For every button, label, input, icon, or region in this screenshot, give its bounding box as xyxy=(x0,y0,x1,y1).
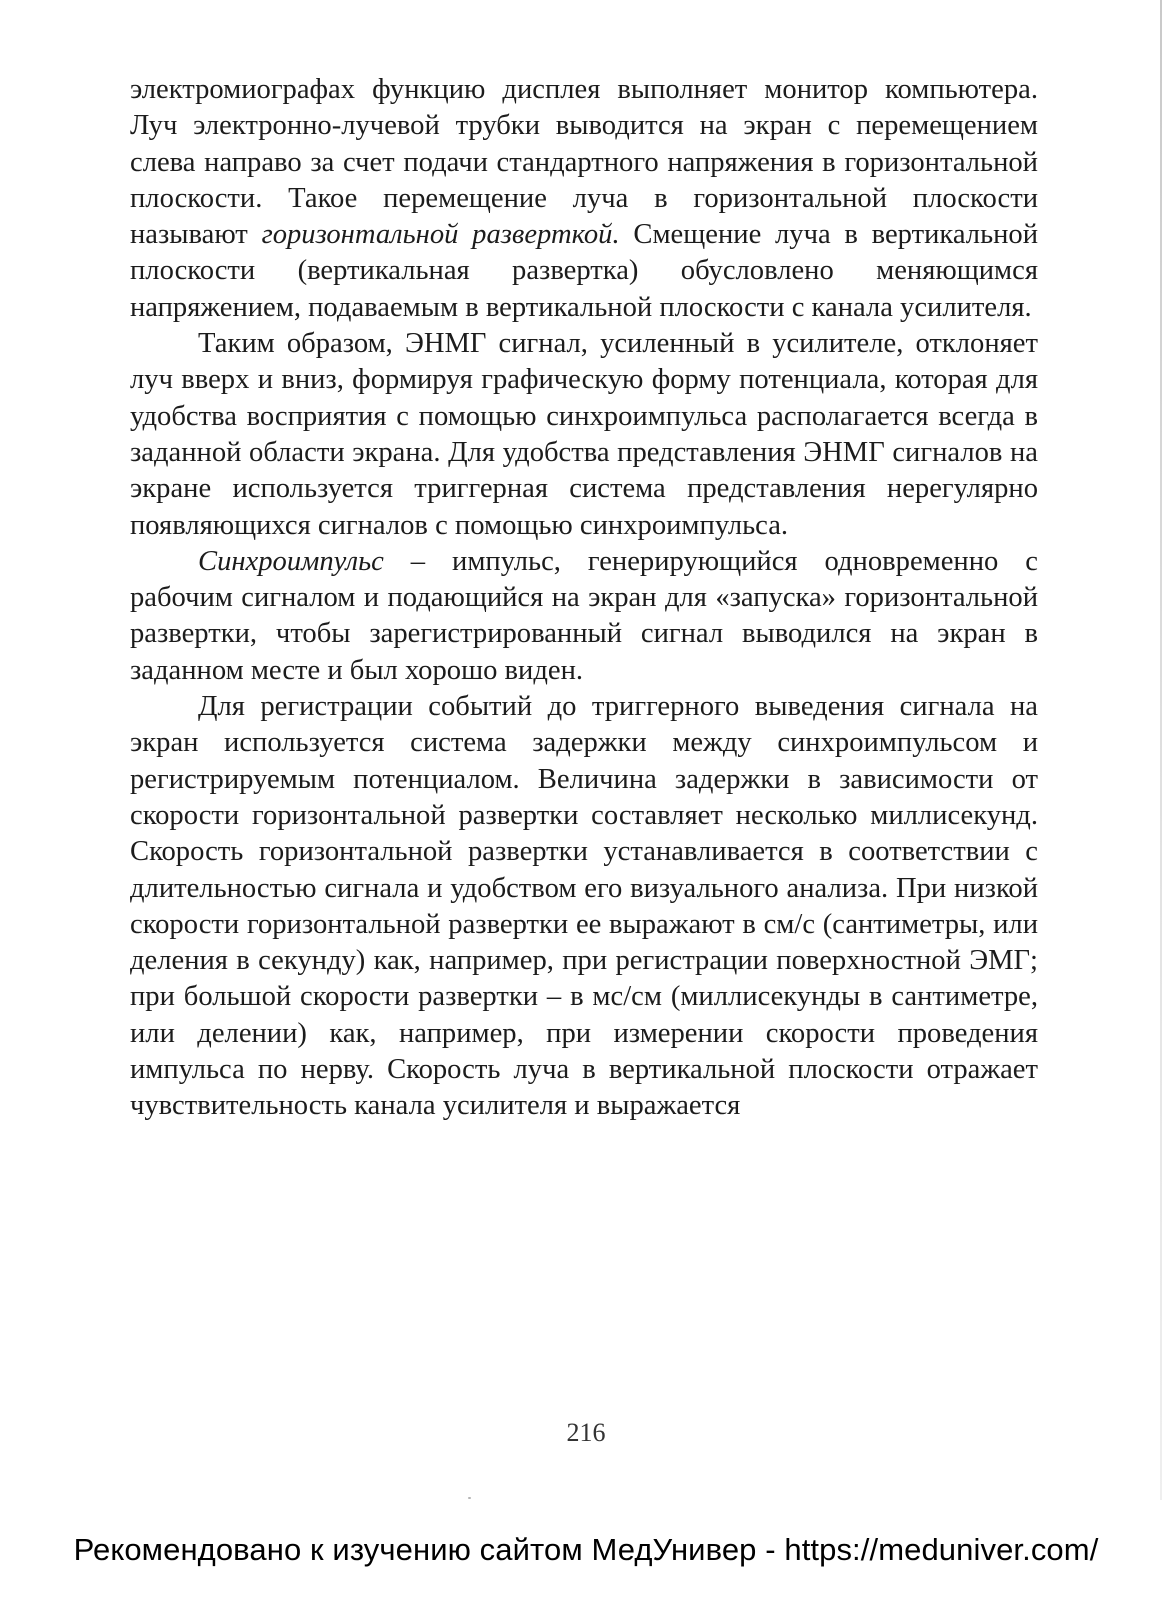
book-page-text xyxy=(130,72,1038,1125)
paragraph-2-text: Таким образом, ЭНМГ сигнал, усиленный в усилителе, отклоняет луч вверх и вниз, формируя графическую форму потенциала, которая для удобства восприятия с помощью синхроимпульса располагается всегда в заданной области экрана. Для удобства представления ЭНМГ сигналов на экране используется триггерная система представления нерегулярно появляющихся сигналов с помощью синхроимпульса. xyxy=(130,328,1038,541)
paragraph-4 xyxy=(130,689,1038,1125)
page-number: 216 xyxy=(566,1418,606,1447)
paragraph-1-text-b: Смещение луча в вертикальной плоскости (вертикальная развертка) обусловлено меняющимся напряжением, подаваемым в вертикальной плоскости с канала усилителя. xyxy=(130,219,1039,323)
paragraph-1 xyxy=(130,72,1038,326)
paragraph-1-text-a: электромиографах функцию дисплея выполняет монитор компьютера. Луч электронно-лучевой трубки выводится на экран с перемещением слева направо за счет подачи стандартного напряжения в горизонтальной плоскости. Такое перемещение луча в горизонтальной плоскости называют xyxy=(130,74,1038,251)
paragraph-3-text: – импульс, генерирующийся одновременно с рабочим сигналом и подающийся на экран для «запуска» горизонтальной развертки, чтобы зарегистрированный сигнал выводился на экран в заданном месте и был хорошо виден. xyxy=(130,545,1038,686)
paragraph-3 xyxy=(130,544,1038,689)
paragraph-2 xyxy=(130,326,1038,544)
term-sync-pulse: Синхроимпульс xyxy=(198,545,384,577)
term-horizontal-sweep: горизонтальной разверткой. xyxy=(261,219,620,251)
paragraph-4-text: Для регистрации событий до триггерного выведения сигнала на экран используется система задержки между синхроимпульсом и регистрируемым потенциалом. Величина задержки в зависимости от скорости горизонтальной развертки составляет несколько миллисекунд. Скорость горизонтальной развертки устанавливается в соответствии с длительностью сигнала и удобством его визуального анализа. При низкой скорости горизонтальной развертки ее выражают в см/с (сантиметры, или деления в секунду) как, например, при регистрации поверхностной ЭМГ; при большой скорости развертки – в мс/см (миллисекунды в сантиметре, или делении) как, например, при измерении скорости проведения импульса по нерву. Скорость луча в вертикальной плоскости отражает чувствительность канала усилителя и выражается xyxy=(130,691,1038,1122)
scan-speck xyxy=(468,1497,471,1499)
page-edge-shadow xyxy=(1160,0,1162,1500)
footer-watermark: Рекомендовано к изучению сайтом МедУнивер - https://meduniver.com/ xyxy=(73,1532,1099,1567)
